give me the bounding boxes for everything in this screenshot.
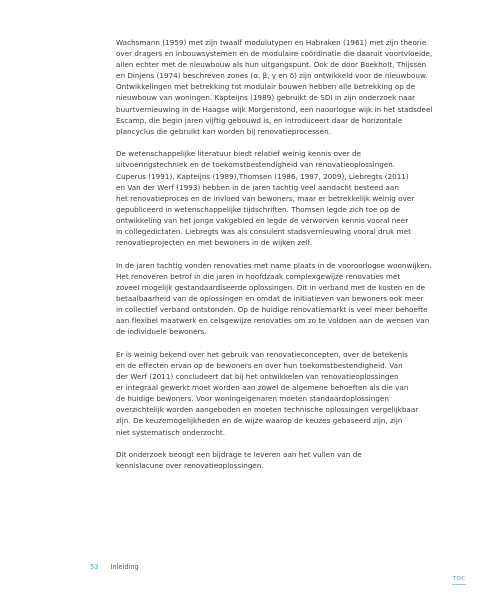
text-line: en de effecten ervan op de bewoners en over hun toekomstbestendigheid. Van	[116, 360, 403, 370]
text-line: de huidige bewoners. Voor woningeigenaren moeten standaardoplossingen	[116, 394, 389, 404]
text-line: zijn. De keuzemogelijkheden en de wijze waarop de keuzes gebaseerd zijn, zijn	[116, 416, 403, 426]
text-line: renovatieprojecten en met bewoners in de wijken zelf.	[116, 238, 312, 248]
section-title: Inleiding	[110, 563, 139, 571]
text-line: Ontwikkelingen met betrekking tot modulair bouwen hebben alle betrekking op de	[116, 82, 416, 92]
text-line: allen echter met de nieuwbouw als hun uitgangspunt. Ook de door Boekholt, Thijssen	[116, 60, 427, 70]
text-line: aan flexibel maatwerk en celsgewijze renovaties om zo te voldoen aan de wensen van	[116, 316, 430, 326]
text-line: uitvoeringstechniek en de toekomstbestendigheid van renovatieoplossingen.	[116, 160, 396, 170]
text-line: over dragers en inbouwsystemen en de modulaire coördinatie die daaruit voortvloeide,	[116, 49, 433, 59]
text-line: in collegedictaten. Liebregts was als consulent stadsvernieuwing vooral druk met	[116, 227, 411, 236]
text-line: Escamp, die begin jaren vijftig gebouwd is, en introduceert daar de horizontale	[116, 115, 403, 125]
paragraph-4	[116, 349, 419, 438]
text-line: overzichtelijk worden aangeboden en moeten technische oplossingen vergelijkbaar	[116, 405, 419, 415]
text-line: nieuwbouw van woningen. Kapteijns (1989) gebruikt de SDI in zijn onderzoek naar	[116, 93, 415, 103]
toc-label: TOC	[452, 576, 466, 582]
text-line: Dit onderzoek beoogt een bijdrage te leveren aan het vullen van de	[116, 450, 362, 460]
text-line: Wachsmann (1959) met zijn twaalf modulutypen en Habraken (1961) met zijn theorie	[116, 38, 427, 47]
toc-link[interactable]	[452, 576, 466, 585]
paragraph-3	[116, 260, 432, 338]
text-line: ontwikkeling van het jonge vakgebied en legde de verworven kennis vooral neer	[116, 215, 409, 225]
text-line: zoveel mogelijk gestandaardiseerde oplossingen. Dit in verband met de kosten en de	[116, 282, 426, 292]
paragraph-1	[116, 37, 433, 137]
text-line: er integraal gewerkt moet worden aan zowel de algemene behoeften als die van	[116, 383, 409, 393]
text-line: in collectief verband ontstonden. Op de huidige renovatiemarkt is veel meer behoefte	[116, 305, 428, 315]
text-line: plancyclus die gebruikt kan worden bij renovatieprocessen.	[116, 126, 332, 136]
text-line: Het renoveren betrof in die jaren in hoofdzaak complexgewijze renovaties met	[116, 271, 401, 281]
text-line: Cuperus (1991), Kapteijns (1989),Thomsen (1986, 1997, 2009), Liebregts (2011)	[116, 171, 409, 181]
text-line: de individuele bewoners.	[116, 327, 207, 337]
text-line: gepubliceerd in wetenschappelijke tijdschriften. Thomsen legde zich toe op de	[116, 204, 401, 214]
page-number: 53	[90, 563, 99, 571]
text-line: niet systematisch onderzocht.	[116, 427, 226, 437]
text-line: Er is weinig bekend over het gebruik van renovatieconcepten, over de betekenis	[116, 349, 408, 359]
text-line: In de jaren tachtig vonden renovaties met name plaats in de vooroorlogse woonwijken.	[116, 260, 432, 270]
page-footer	[90, 563, 139, 571]
toc-underline	[452, 584, 466, 585]
text-line: der Werf (2011) concludeert dat bij het ontwikkelen van renovatieoplossingen	[116, 372, 399, 382]
text-line: en Dinjens (1974) beschreven zones (α, β, γ en δ) zijn ontwikkeld voor de nieuwbouw.	[116, 71, 428, 81]
paragraph-2	[116, 148, 416, 248]
text-line: De wetenschappelijke literatuur biedt relatief weinig kennis over de	[116, 149, 362, 159]
paragraph-5	[116, 449, 416, 471]
text-line: betaalbaarheid van de oplossingen en omdat de initiatieven van bewoners ook meer	[116, 293, 424, 303]
body-text	[116, 37, 433, 483]
text-line: buurtvernieuwing in de Haagse wijk Morgenstond, een naoorlogse wijk in het stadsdeel	[116, 104, 433, 114]
text-line: het renovatieproces en de invloed van bewoners, maar er betrekkelijk weinig over	[116, 193, 415, 203]
text-line: en Van der Werf (1993) hebben in de jaren tachtig veel aandacht besteed aan	[116, 182, 399, 192]
text-line: kennislacune over renovatieoplossingen.	[116, 461, 264, 471]
